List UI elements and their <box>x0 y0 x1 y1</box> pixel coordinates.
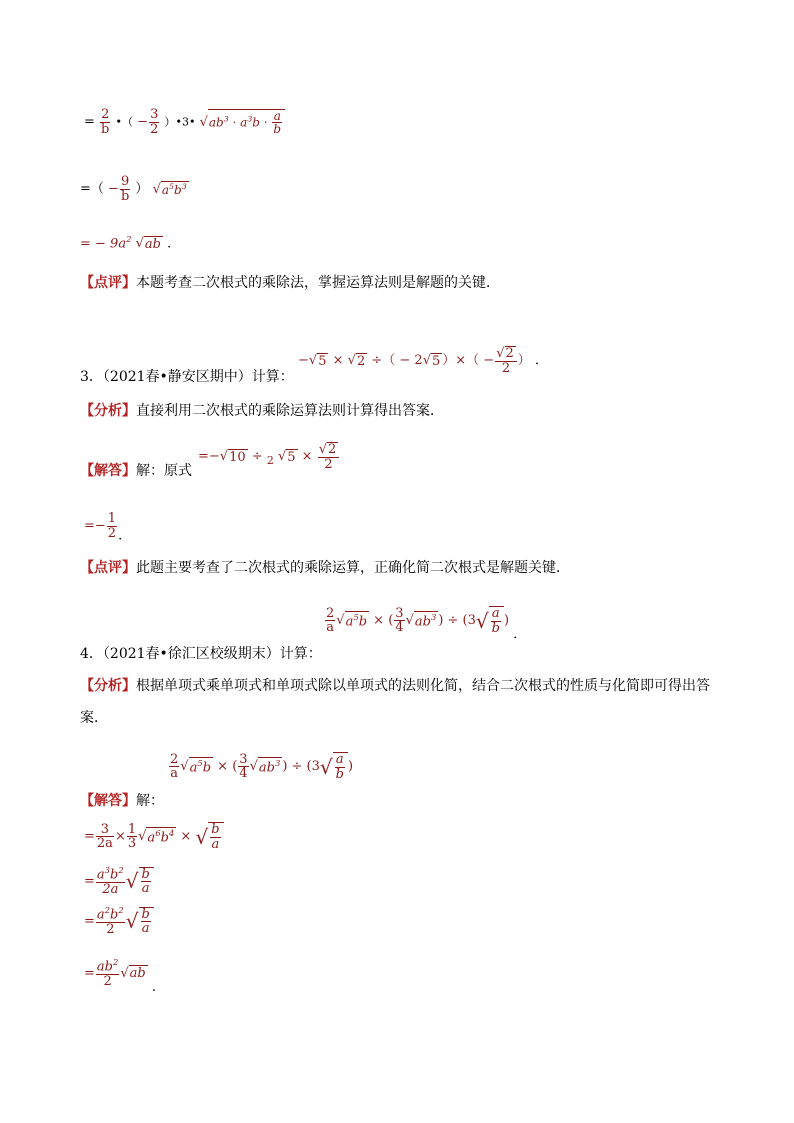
analysis-tag: 【分析】 <box>80 678 136 694</box>
question-4-step-4 <box>84 958 156 995</box>
numerator: 2 <box>328 442 337 457</box>
numerator: 3 <box>239 751 248 767</box>
exponent: 4 <box>168 828 175 839</box>
radicand: 5 <box>432 353 441 369</box>
radicand-part: b <box>202 760 212 776</box>
fraction <box>149 108 159 136</box>
radical: $√ab^3$ <box>405 612 437 630</box>
question-4-step-2 <box>84 866 154 897</box>
numerator: 2 <box>101 107 110 122</box>
exponent: 2 <box>104 905 111 915</box>
exponent: 3 <box>430 612 437 623</box>
dot-paren: •（ <box>115 115 134 129</box>
operator: =− <box>198 449 220 465</box>
exponent: 3 <box>181 182 187 192</box>
fraction <box>325 607 335 635</box>
review-tag: 【点评】 <box>80 560 136 576</box>
radical: $√a^5b$ <box>336 612 368 630</box>
radical: √ab <box>120 965 146 982</box>
solution-line-1 <box>84 108 285 136</box>
exponent: 2 <box>112 957 119 967</box>
numerator-part: ab <box>96 959 113 975</box>
numerator: 2 <box>326 605 335 621</box>
fraction <box>141 908 151 936</box>
denominator: a <box>141 881 150 897</box>
radicand-part: b <box>174 183 182 198</box>
question-4-label: 4．（2021春•徐汇区校级期末）计算： <box>80 646 322 662</box>
denominator: b <box>101 121 110 137</box>
question-3-expression <box>298 346 548 375</box>
radical: √ $\frac{a}{b}$ <box>476 606 504 635</box>
radical: √ $\frac{b}{a}$ <box>195 822 223 851</box>
radicand-part: · a <box>228 115 248 130</box>
numerator: 3 <box>96 823 114 838</box>
operator: ÷（ − 2 <box>367 353 423 369</box>
question-4-analysis-cont: 案． <box>80 710 108 726</box>
equals-sign: = <box>84 913 95 929</box>
dot-paren: ）•3• <box>164 115 196 129</box>
fraction <box>169 753 179 781</box>
numerator: 3 <box>395 605 404 621</box>
numerator-part: a <box>96 867 105 883</box>
period: ． <box>513 627 527 643</box>
exponent: 2 <box>118 865 124 875</box>
analysis-text: 根据单项式乘单项式和单项式除以单项式的法则化简，结合二次根式的性质与化简即可得出答 <box>136 678 710 694</box>
period: . <box>118 528 123 544</box>
denominator: 2 <box>324 456 333 472</box>
exponent: 5 <box>169 182 174 192</box>
question-4-answer <box>80 790 164 810</box>
operator: × <box>297 449 317 465</box>
analysis-text: 直接利用二次根式的乘除运算法则计算得出答案． <box>136 403 444 419</box>
numerator: 3 <box>150 107 159 122</box>
operator: =− <box>84 518 106 534</box>
denominator: 2 <box>103 973 112 989</box>
radical: √ $\frac{b}{a}$ <box>126 867 154 896</box>
operator: × ( <box>213 759 238 775</box>
denominator: 2a <box>102 881 119 897</box>
exponent: 3 <box>223 114 229 124</box>
denominator: 3 <box>127 836 137 852</box>
radicand: 2 <box>356 353 366 369</box>
period: ． <box>534 353 548 369</box>
fraction: $\frac{√2}{2}$ <box>318 442 340 471</box>
radicand: ab <box>129 966 146 982</box>
denominator: a <box>170 766 179 782</box>
close-paren: ) <box>347 759 354 775</box>
radicand-part: a <box>345 614 354 630</box>
answer-tag: 【解答】 <box>80 793 136 809</box>
radicand-part: a <box>147 830 156 846</box>
close-paren: ） <box>135 181 149 197</box>
question-3-step-1 <box>198 442 340 471</box>
exponent: 2 <box>118 905 124 915</box>
numerator-part: a <box>96 907 105 923</box>
equals-sign: = <box>84 873 95 889</box>
numerator: 1 <box>127 821 137 837</box>
fraction <box>238 753 248 781</box>
denominator: 4 <box>239 766 248 782</box>
minus-sign: − <box>298 353 309 369</box>
fraction <box>96 906 125 937</box>
minus-sign: − <box>137 114 149 130</box>
numerator: b <box>141 906 150 922</box>
radicand-part: b <box>358 614 368 630</box>
operator: × <box>114 829 126 845</box>
numerator-part: b <box>110 867 119 883</box>
radical: √2 <box>347 353 366 369</box>
radicand-part: b <box>160 830 169 846</box>
question-3-answer <box>80 460 192 480</box>
exponent: 6 <box>155 828 161 839</box>
answer-tag: 【解答】 <box>80 463 136 479</box>
radicand-part: ab <box>258 760 275 776</box>
radical: $√ab^3$ <box>249 758 281 776</box>
question-3-review <box>80 557 570 577</box>
fraction <box>96 958 119 989</box>
review-tag: 【点评】 <box>80 275 136 291</box>
review-paragraph-1 <box>80 272 500 292</box>
numerator: b <box>141 866 150 882</box>
fraction <box>107 512 117 540</box>
denominator: a <box>211 836 220 852</box>
radical: $√a^5b^3$ <box>152 181 187 198</box>
radicand: 5 <box>318 353 327 369</box>
question-4-step-3 <box>84 906 154 937</box>
question-3-label: 3．（2021春•静安区期中）计算： <box>80 369 294 385</box>
operator: × ( <box>369 613 394 629</box>
operator: × <box>328 353 348 369</box>
exponent: 3 <box>104 865 111 875</box>
radical: √ $\frac{a}{b}$ <box>320 752 348 781</box>
exponent: 3 <box>274 758 281 769</box>
fraction <box>96 823 114 851</box>
operator: × <box>176 829 196 845</box>
period: . <box>167 236 172 252</box>
exponent: 3 <box>247 114 253 124</box>
fraction <box>96 866 125 897</box>
radical: √ab <box>135 236 161 252</box>
answer-text: 解：原式 <box>136 463 192 479</box>
fraction <box>394 607 404 635</box>
operator: ) ÷ (3 <box>438 613 476 629</box>
close-paren: ） <box>517 353 531 369</box>
denominator: 4 <box>395 620 404 636</box>
question-4-answer-expression <box>168 752 353 781</box>
denominator: 2 <box>106 921 115 937</box>
denominator: 2 <box>150 121 159 137</box>
denominator: a <box>326 620 335 636</box>
numerator: a <box>491 606 500 621</box>
equals-paren: =（ <box>80 181 104 197</box>
question-3-step-2 <box>84 512 122 544</box>
radicand-part: a <box>161 183 170 198</box>
radicand-part: ab <box>414 614 431 630</box>
denominator: a <box>141 921 150 937</box>
fraction <box>127 823 137 851</box>
minus-sign: − <box>108 181 119 197</box>
expression: = − 9a <box>80 236 127 252</box>
radicand-part: ab <box>208 115 224 130</box>
radicand-part: a <box>189 760 198 776</box>
denominator: 2a <box>96 836 113 852</box>
fraction <box>210 823 220 851</box>
coefficient: 2 <box>266 454 274 468</box>
exponent: 2 <box>126 234 132 244</box>
radicand: 10 <box>229 449 246 465</box>
question-4-analysis <box>80 675 710 695</box>
numerator: a <box>335 752 344 767</box>
fraction <box>141 868 151 896</box>
numerator: 2 <box>170 751 179 767</box>
equals-sign: = <box>84 114 95 130</box>
radical: √5 <box>422 353 441 369</box>
radicand-part: b · <box>252 115 272 130</box>
operator: ）×（ − <box>442 353 495 369</box>
radical: √10 <box>219 449 246 465</box>
analysis-tag: 【分析】 <box>80 403 136 419</box>
exponent: 5 <box>197 758 203 769</box>
denominator: b <box>273 122 282 137</box>
exponent: 5 <box>353 612 359 623</box>
radical: √5 <box>308 353 327 369</box>
numerator: 1 <box>107 511 117 526</box>
denominator: b <box>120 188 130 204</box>
radical: $√a^5b$ <box>180 758 212 776</box>
denominator: b <box>335 766 344 782</box>
question-4-step-1 <box>84 822 224 851</box>
radicand: 5 <box>287 449 296 465</box>
numerator: b <box>211 822 220 837</box>
radical: √ $\frac{b}{a}$ <box>126 907 154 936</box>
equals-sign: = <box>84 965 95 981</box>
denominator: 2 <box>501 360 511 376</box>
question-3-analysis <box>80 400 444 420</box>
answer-text: 解： <box>136 793 164 809</box>
fraction <box>100 108 110 136</box>
denominator: 2 <box>107 525 117 541</box>
radicand: ab <box>144 236 161 252</box>
numerator: 9 <box>120 174 130 189</box>
solution-line-2 <box>80 175 189 203</box>
fraction <box>491 607 501 635</box>
review-text: 此题主要考查了二次根式的乘除运算，正确化简二次根式是解题关键． <box>136 560 570 576</box>
operator: ÷ <box>247 449 267 465</box>
question-4-expression <box>324 606 526 642</box>
radical: $√a^6b^4$ <box>138 828 175 846</box>
numerator-part: b <box>110 907 119 923</box>
fraction <box>335 753 345 781</box>
equals-sign: = <box>84 829 95 845</box>
solution-line-3 <box>80 234 171 252</box>
operator: ) ÷ (3 <box>282 759 320 775</box>
denominator: b <box>491 620 500 636</box>
close-paren: ) <box>503 613 510 629</box>
period: . <box>151 979 157 995</box>
fraction <box>120 175 130 203</box>
fraction <box>272 110 282 136</box>
numerator: 2 <box>505 346 514 361</box>
numerator: a <box>273 108 281 123</box>
review-text: 本题考查二次根式的乘除法，掌握运算法则是解题的关键． <box>136 275 500 291</box>
fraction: $\frac{√2}{2}$ <box>495 346 517 375</box>
radical: √5 <box>277 449 296 465</box>
radical: $√ab^3 \cdot a^3b$ · $\frac{a}{b}$ <box>200 109 286 136</box>
